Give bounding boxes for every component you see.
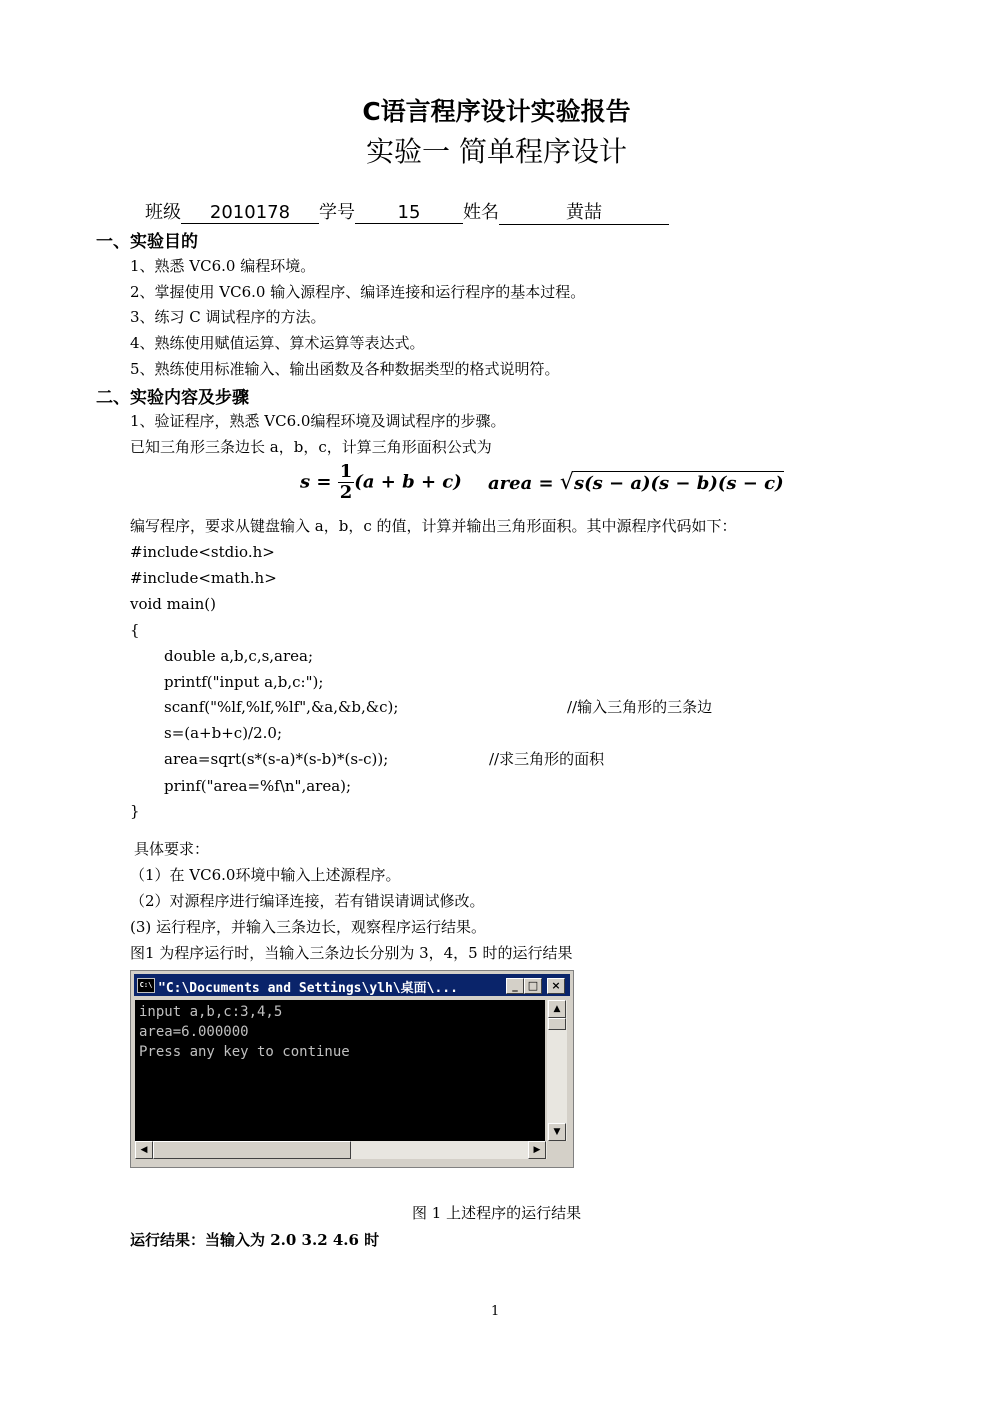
maximize-button[interactable]: □ [524, 978, 542, 994]
console-line: Press any key to continue [139, 1044, 350, 1060]
code-line: { [130, 621, 140, 639]
name-value: 黄喆 [499, 198, 669, 225]
formula-area [488, 470, 784, 495]
hscroll-thumb[interactable] [153, 1141, 351, 1159]
formula-area-rhs: s(s − a)(s − b)(s − c) [573, 473, 784, 494]
code-line: area=sqrt(s*(s-a)*(s-b)*(s-c)); [164, 750, 389, 768]
code-line: s=(a+b+c)/2.0; [164, 724, 283, 742]
code-line: prinf("area=%f\n",area); [164, 777, 352, 795]
student-info [145, 198, 669, 225]
requirement-item: （2）对源程序进行编译连接，若有错误请调试修改。 [130, 892, 485, 910]
objective-item: 4、熟练使用赋值运算、算术运算等表达式。 [130, 334, 425, 352]
close-button[interactable]: × [547, 978, 565, 994]
figure-caption: 图 1 上述程序的运行结果 [412, 1204, 582, 1222]
scroll-right-icon[interactable]: ▶ [528, 1141, 546, 1159]
class-label: 班级 [145, 202, 181, 223]
report-title: C语言程序设计实验报告 [362, 97, 631, 126]
step-intro: 1、验证程序，熟悉 VC6.0编程环境及调试程序的步骤。 [130, 412, 506, 430]
page-number: 1 [491, 1304, 500, 1319]
console-line: area=6.000000 [139, 1024, 249, 1040]
code-line: double a,b,c,s,area; [164, 647, 314, 665]
vertical-scrollbar[interactable] [547, 1000, 567, 1141]
objective-item: 1、熟悉 VC6.0 编程环境。 [130, 257, 316, 275]
scroll-down-icon[interactable]: ▼ [548, 1123, 566, 1141]
formula-s [300, 462, 462, 503]
code-line: scanf("%lf,%lf,%lf",&a,&b,&c); [164, 698, 399, 716]
result-line: 运行结果：当输入为 2.0 3.2 4.6 时 [130, 1231, 380, 1249]
scroll-up-icon[interactable]: ▲ [548, 1000, 566, 1018]
sqrt-icon: √ [559, 470, 574, 495]
requirements-title: 具体要求： [134, 840, 210, 858]
name-label: 姓名 [463, 202, 499, 223]
formula-area-lhs: area = [488, 473, 554, 494]
code-comment: //求三角形的面积 [489, 750, 605, 768]
console-window [130, 970, 574, 1168]
requirement-item: (3) 运行程序，并输入三条边长，观察程序运行结果。 [130, 918, 487, 936]
id-label: 学号 [319, 202, 355, 223]
experiment-title: 实验一 简单程序设计 [366, 135, 627, 168]
code-comment: //输入三角形的三条边 [567, 698, 713, 716]
console-title: "C:\Documents and Settings\ylh\桌面\... [158, 981, 458, 996]
scroll-left-icon[interactable]: ◀ [135, 1141, 153, 1159]
id-value: 15 [355, 202, 463, 224]
scrollbar-corner [547, 1141, 567, 1159]
frac-numerator: 1 [339, 461, 353, 482]
code-line: #include<stdio.h> [130, 543, 275, 561]
requirement-item: （1）在 VC6.0环境中输入上述源程序。 [130, 866, 401, 884]
objective-item: 3、练习 C 调试程序的方法。 [130, 308, 326, 326]
formula-s-lhs: s = [300, 471, 332, 493]
code-line: printf("input a,b,c:"); [164, 673, 324, 691]
code-line: } [130, 802, 140, 820]
frac-denominator: 2 [339, 482, 353, 503]
console-line: input a,b,c:3,4,5 [139, 1004, 283, 1020]
given-text: 已知三角形三条边长 a，b，c，计算三角形面积公式为 [130, 438, 492, 456]
objective-item: 5、熟练使用标准输入、输出函数及各种数据类型的格式说明符。 [130, 360, 560, 378]
code-line: #include<math.h> [130, 569, 277, 587]
figure-description: 图1 为程序运行时，当输入三条边长分别为 3，4，5 时的运行结果 [130, 944, 573, 962]
formula-s-rhs: (a + b + c) [354, 471, 462, 493]
task-text: 编写程序，要求从键盘输入 a，b，c 的值，计算并输出三角形面积。其中源程序代码如下： [130, 517, 737, 535]
class-value: 2010178 [181, 202, 319, 224]
scroll-thumb[interactable] [548, 1018, 566, 1030]
horizontal-scrollbar[interactable] [135, 1141, 547, 1159]
console-icon: C:\ [137, 978, 155, 993]
section1-heading: 一、实验目的 [96, 232, 198, 252]
code-line: void main() [130, 595, 217, 613]
section2-heading: 二、实验内容及步骤 [96, 388, 249, 408]
fraction-half [338, 462, 355, 503]
console-titlebar [134, 974, 570, 996]
objective-item: 2、掌握使用 VC6.0 输入源程序、编译连接和运行程序的基本过程。 [130, 283, 586, 301]
console-output [135, 1000, 545, 1141]
minimize-button[interactable]: _ [506, 978, 524, 994]
